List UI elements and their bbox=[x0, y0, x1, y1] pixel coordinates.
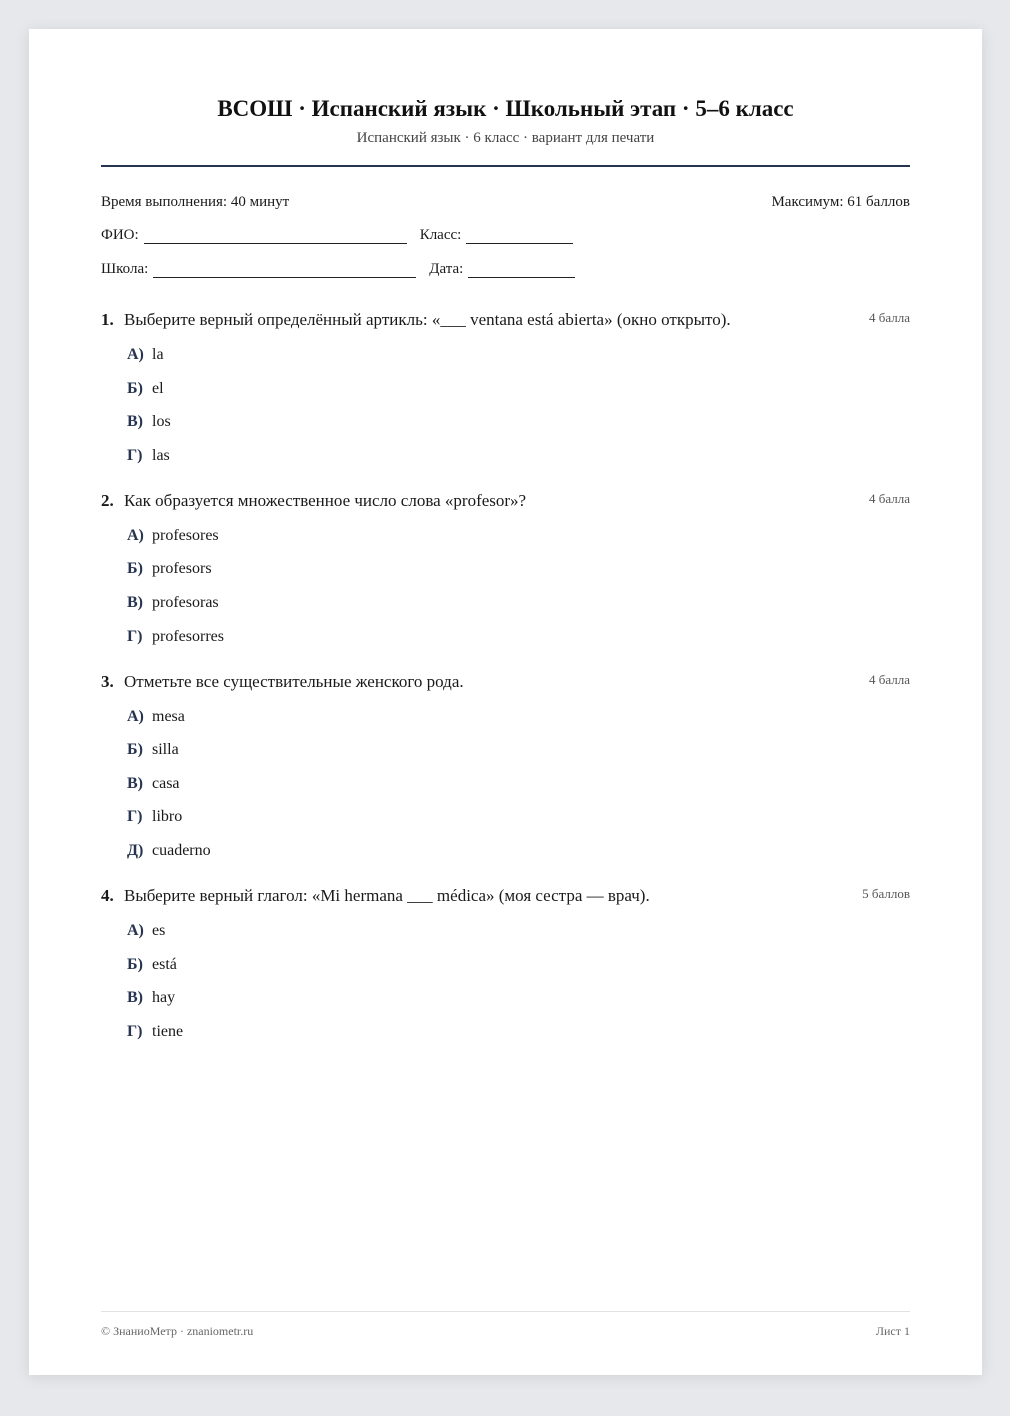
answer-option[interactable] bbox=[127, 807, 910, 827]
max-score: Максимум: 61 баллов bbox=[771, 194, 910, 210]
option-text: profesoras bbox=[152, 593, 219, 611]
option-letter: Г) bbox=[127, 1022, 143, 1040]
student-fields-row-2 bbox=[101, 260, 910, 278]
answer-options bbox=[101, 921, 910, 1042]
question-number: 2. bbox=[101, 490, 114, 510]
answer-option[interactable] bbox=[127, 627, 910, 647]
footer-page-number: Лист 1 bbox=[875, 1324, 910, 1338]
question-text: Выберите верный определённый артикль: «___ ventana está abierta» (окно открыто). bbox=[124, 310, 731, 329]
question-points: 4 балла bbox=[869, 671, 910, 687]
option-text: los bbox=[152, 413, 171, 431]
option-letter: А) bbox=[127, 346, 144, 363]
question-number: 1. bbox=[101, 310, 114, 329]
question-header bbox=[101, 885, 910, 907]
questions-list bbox=[101, 309, 910, 1042]
option-text: es bbox=[152, 921, 166, 939]
school-label: Школа: bbox=[101, 261, 149, 277]
class-blank-line[interactable] bbox=[466, 229, 573, 244]
option-letter: В) bbox=[127, 989, 143, 1007]
question-points: 4 балла bbox=[869, 310, 910, 325]
answer-option[interactable] bbox=[127, 707, 910, 727]
answer-option[interactable] bbox=[127, 955, 910, 975]
question-prompt bbox=[101, 671, 464, 693]
answer-option[interactable] bbox=[127, 379, 910, 399]
question-prompt bbox=[101, 885, 650, 907]
answer-options bbox=[101, 707, 910, 861]
question-1 bbox=[101, 309, 910, 466]
option-text: hay bbox=[152, 989, 176, 1007]
option-letter: Г) bbox=[127, 808, 143, 826]
worksheet-page bbox=[29, 29, 982, 1375]
answer-option[interactable] bbox=[127, 740, 910, 760]
option-letter: А) bbox=[127, 707, 144, 725]
option-text: silla bbox=[152, 741, 179, 759]
date-blank-line[interactable] bbox=[468, 263, 575, 278]
answer-option[interactable] bbox=[127, 1022, 910, 1042]
worksheet-header bbox=[101, 29, 910, 167]
answer-options bbox=[101, 526, 910, 647]
option-text: mesa bbox=[152, 707, 185, 725]
question-number: 3. bbox=[101, 671, 114, 691]
question-prompt bbox=[101, 490, 526, 512]
page-title: ВСОШ · Испанский язык · Школьный этап · 5–6 класс bbox=[217, 96, 794, 121]
option-letter: А) bbox=[127, 526, 144, 544]
question-4 bbox=[101, 885, 910, 1042]
option-text: las bbox=[152, 446, 170, 464]
option-letter: Д) bbox=[127, 841, 144, 859]
option-text: casa bbox=[152, 774, 180, 792]
answer-option[interactable] bbox=[127, 774, 910, 794]
student-fields-row-1 bbox=[101, 226, 910, 244]
option-letter: Б) bbox=[127, 560, 143, 578]
school-blank-line[interactable] bbox=[153, 263, 416, 278]
answer-option[interactable] bbox=[127, 345, 910, 365]
question-prompt bbox=[101, 309, 731, 331]
option-letter: Б) bbox=[127, 379, 143, 397]
question-number: 4. bbox=[101, 885, 114, 905]
page-subtitle: Испанский язык · 6 класс · вариант для печати bbox=[356, 130, 655, 146]
option-letter: Б) bbox=[127, 955, 143, 973]
question-2 bbox=[101, 490, 910, 647]
option-letter: Г) bbox=[127, 627, 143, 645]
option-text: profesorres bbox=[152, 627, 224, 645]
option-text: libro bbox=[152, 808, 183, 826]
name-label: ФИО: bbox=[101, 227, 139, 243]
option-text: tiene bbox=[152, 1022, 184, 1040]
answer-option[interactable] bbox=[127, 988, 910, 1008]
option-letter: В) bbox=[127, 593, 143, 611]
question-header bbox=[101, 671, 910, 693]
meta-row bbox=[101, 193, 910, 211]
option-letter: А) bbox=[127, 921, 144, 939]
option-text: profesors bbox=[152, 560, 212, 578]
question-points: 4 балла bbox=[869, 490, 910, 506]
question-3 bbox=[101, 671, 910, 861]
date-label: Дата: bbox=[429, 261, 464, 277]
option-text: cuaderno bbox=[152, 841, 211, 859]
question-text: Выберите верный глагол: «Mi hermana ___ médica» (моя сестра — врач). bbox=[124, 885, 650, 905]
name-blank-line[interactable] bbox=[144, 229, 407, 244]
question-points: 5 баллов bbox=[862, 885, 910, 901]
class-label: Класс: bbox=[419, 227, 462, 243]
question-text: Отметьте все существительные женского рода. bbox=[124, 671, 464, 691]
question-header bbox=[101, 309, 910, 331]
option-text: el bbox=[152, 379, 164, 397]
question-header bbox=[101, 490, 910, 512]
question-text: Как образуется множественное число слова «profesor»? bbox=[124, 490, 527, 510]
answer-option[interactable] bbox=[127, 841, 910, 861]
answer-option[interactable] bbox=[127, 526, 910, 546]
option-letter: В) bbox=[127, 774, 143, 792]
option-letter: Г) bbox=[127, 446, 143, 464]
answer-option[interactable] bbox=[127, 921, 910, 941]
page-footer bbox=[101, 1311, 910, 1339]
answer-option[interactable] bbox=[127, 593, 910, 613]
option-text: profesores bbox=[152, 526, 219, 544]
answer-options bbox=[101, 345, 910, 466]
time-limit: Время выполнения: 40 минут bbox=[101, 194, 290, 210]
answer-option[interactable] bbox=[127, 412, 910, 432]
option-text: está bbox=[152, 955, 177, 973]
option-letter: В) bbox=[127, 413, 143, 431]
answer-option[interactable] bbox=[127, 446, 910, 466]
footer-copyright: © ЗнаниоМетр · znaniometr.ru bbox=[101, 1324, 254, 1338]
option-letter: Б) bbox=[127, 741, 143, 759]
option-text: la bbox=[152, 346, 164, 363]
answer-option[interactable] bbox=[127, 559, 910, 579]
